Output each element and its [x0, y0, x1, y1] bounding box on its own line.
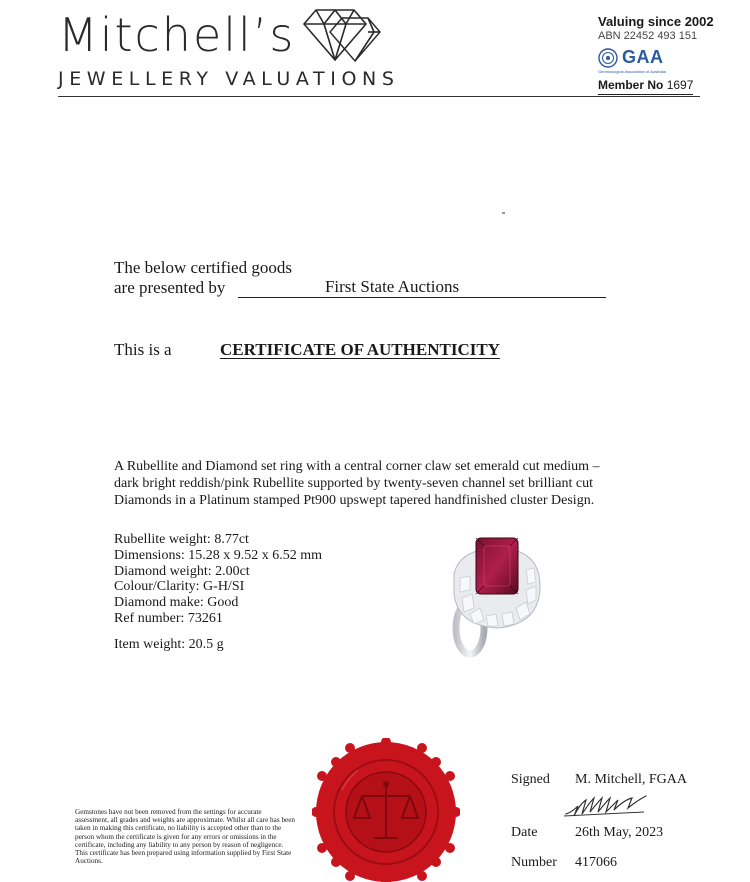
gaa-fullname: Gemmological Association of Australia: [598, 69, 666, 74]
member-label: Member No: [598, 78, 664, 92]
wax-seal-icon: [312, 738, 460, 882]
disclaimer-text: Gemstones have not been removed from the settings for accurate assessment, all grades and weights are approximate. Whilst all care has been taken in making this certificate, no liability is accepted other than to the person whom the certificate is given for any errors or omissions in the certificate, including any liability to any person by reason of negligence. This certificate has been prepared using information supplied by First State Auctions.: [75, 808, 296, 866]
certificate-prefix: This is a: [114, 340, 172, 359]
item-description: A Rubellite and Diamond set ring with a central corner claw set emerald cut medium –dark bright reddish/pink Rubellite supported by twenty-seven channel set brilliant cut Diamonds in a Platinum stamped Pt900 upswept tapered handfinished cluster Design.: [114, 459, 600, 508]
spec-diamond-make: Diamond make: Good: [114, 595, 239, 611]
accreditation-block: [598, 14, 714, 95]
header-divider: [58, 96, 700, 97]
number-label: Number: [511, 855, 557, 870]
item-specifications: [114, 532, 322, 627]
presenter-name: First State Auctions: [324, 277, 460, 296]
certificate-number: 417066: [575, 855, 617, 870]
gaa-text: GAA: [622, 47, 664, 67]
member-number: [598, 78, 693, 95]
spec-rubellite-weight: Rubellite weight: 8.77ct: [114, 532, 249, 547]
member-value: 1697: [666, 78, 694, 92]
presented-line-1: The below certified goods: [114, 258, 292, 277]
spec-colour-clarity: Colour/Clarity: G-H/SI: [114, 579, 245, 595]
item-weight: Item weight: 20.5 g: [114, 637, 224, 652]
presented-line-2: are presented by: [114, 278, 226, 297]
spec-diamond-weight: Diamond weight: 2.00ct: [114, 563, 250, 579]
valuing-since: Valuing since 2002: [598, 14, 714, 29]
date-value: 26th May, 2023: [575, 825, 664, 840]
brand-name: Mitchell’s: [58, 8, 296, 62]
abn-number: ABN 22452 493 151: [598, 30, 698, 42]
stray-mark: [502, 212, 505, 214]
spec-ref-number: Ref number: 73261: [114, 610, 223, 626]
gaa-seal-icon: [598, 48, 618, 68]
signed-value: M. Mitchell, FGAA: [575, 772, 687, 787]
ring-photo: [440, 528, 560, 658]
spec-dimensions: Dimensions: 15.28 x 9.52 x 6.52 mm: [114, 547, 323, 563]
signed-label: Signed: [511, 772, 550, 787]
signature: [562, 790, 652, 820]
brand-tagline: JEWELLERY VALUATIONS: [58, 68, 400, 90]
gaa-logo: [598, 47, 714, 68]
presenter-name-field: [238, 277, 606, 298]
date-label: Date: [511, 825, 538, 840]
certificate-title: CERTIFICATE OF AUTHENTICITY: [220, 340, 500, 359]
diamond-icon: [302, 6, 384, 64]
